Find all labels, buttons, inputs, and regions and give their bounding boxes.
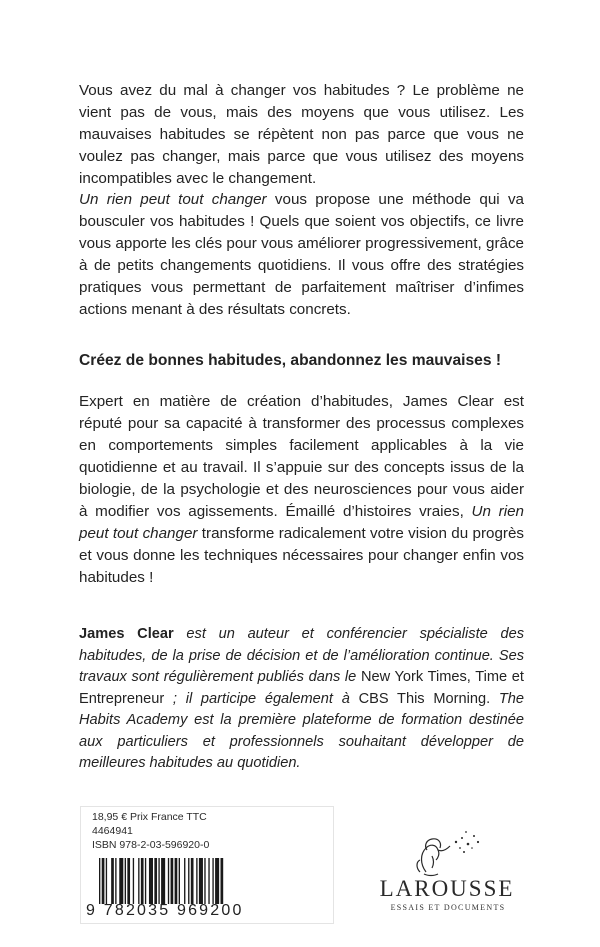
author-bio-1: est un auteur et conférencier spécialiste des habitudes, de la prise de décision et de l’amélioration continue. Ses travaux sont régulièrement publiés dans le <box>79 626 524 685</box>
isbn-line: ISBN 978-2-03-596920-0 <box>92 839 210 851</box>
expert-paragraph <box>79 391 524 589</box>
headline: Créez de bonnes habitudes, abandonnez les mauvaises ! <box>79 352 502 369</box>
author-publications-2: CBS This Morning. <box>358 690 491 707</box>
intro-text: Vous avez du mal à changer vos habitudes ? Le problème ne vient pas de vous, mais des moyens que vous utilisez. Les mauvaises habitudes se répètent non pas parce que vous ne voulez pas changer, mais parce que vous utilisez des moyens incompatibles avec le changement. <box>79 82 524 187</box>
author-bio-3: The Habits Academy est la première plateforme de formation destinée aux particuliers et professionnels souhaitant développer de meilleures habitudes au quotidien. <box>79 690 525 771</box>
collection-name: ESSAIS ET DOCUMENTS <box>390 903 506 912</box>
method-paragraph <box>79 189 524 321</box>
author-bio-2: ; il participe également à <box>164 690 359 707</box>
method-text: vous propose une méthode qui va bousculer vos habitudes ! Quels que soient vos objectifs, ce livre vous apporte les clés pour vous améliorer progressivement, grâce à de petits changements quotidiens. Il vous offre des stratégies pratiques vous permettant de parfaitement maîtriser d’infimes actions menant à des résultats concrets. <box>79 191 524 318</box>
publisher-name: LAROUSSE <box>379 876 515 901</box>
ean-line: 4464941 <box>92 825 133 837</box>
barcode-icon <box>99 858 313 904</box>
barcode-digits: 9 782035 969200 <box>86 902 244 919</box>
author-bio <box>79 624 524 775</box>
expert-text-after: transforme radicalement votre vision du progrès et vous donne les techniques nécessaires pour changer enfin vos habitudes ! <box>79 525 524 586</box>
author-publications-1: New York Times, Time et Entrepreneur <box>79 669 524 707</box>
expert-text-before: Expert en matière de création d’habitudes, James Clear est réputé pour sa capacité à transformer des processus complexes en comportements simples facilement applicables à la vie quotidienne et au travail. Il s’appuie sur des concepts issus de la biologie, de la psychologie et des neurosciences pour vous aider à modifier vos agissements. Émaillé d’histoires vraies, <box>79 393 524 520</box>
intro-paragraph <box>79 80 524 190</box>
book-title-italic-2: Un rien peut tout changer <box>79 503 524 542</box>
price-block <box>92 810 252 852</box>
price-line: 18,95 € Prix France TTC <box>92 811 207 823</box>
author-name: James Clear <box>79 626 174 642</box>
book-title-italic: Un rien peut tout changer <box>79 191 267 208</box>
